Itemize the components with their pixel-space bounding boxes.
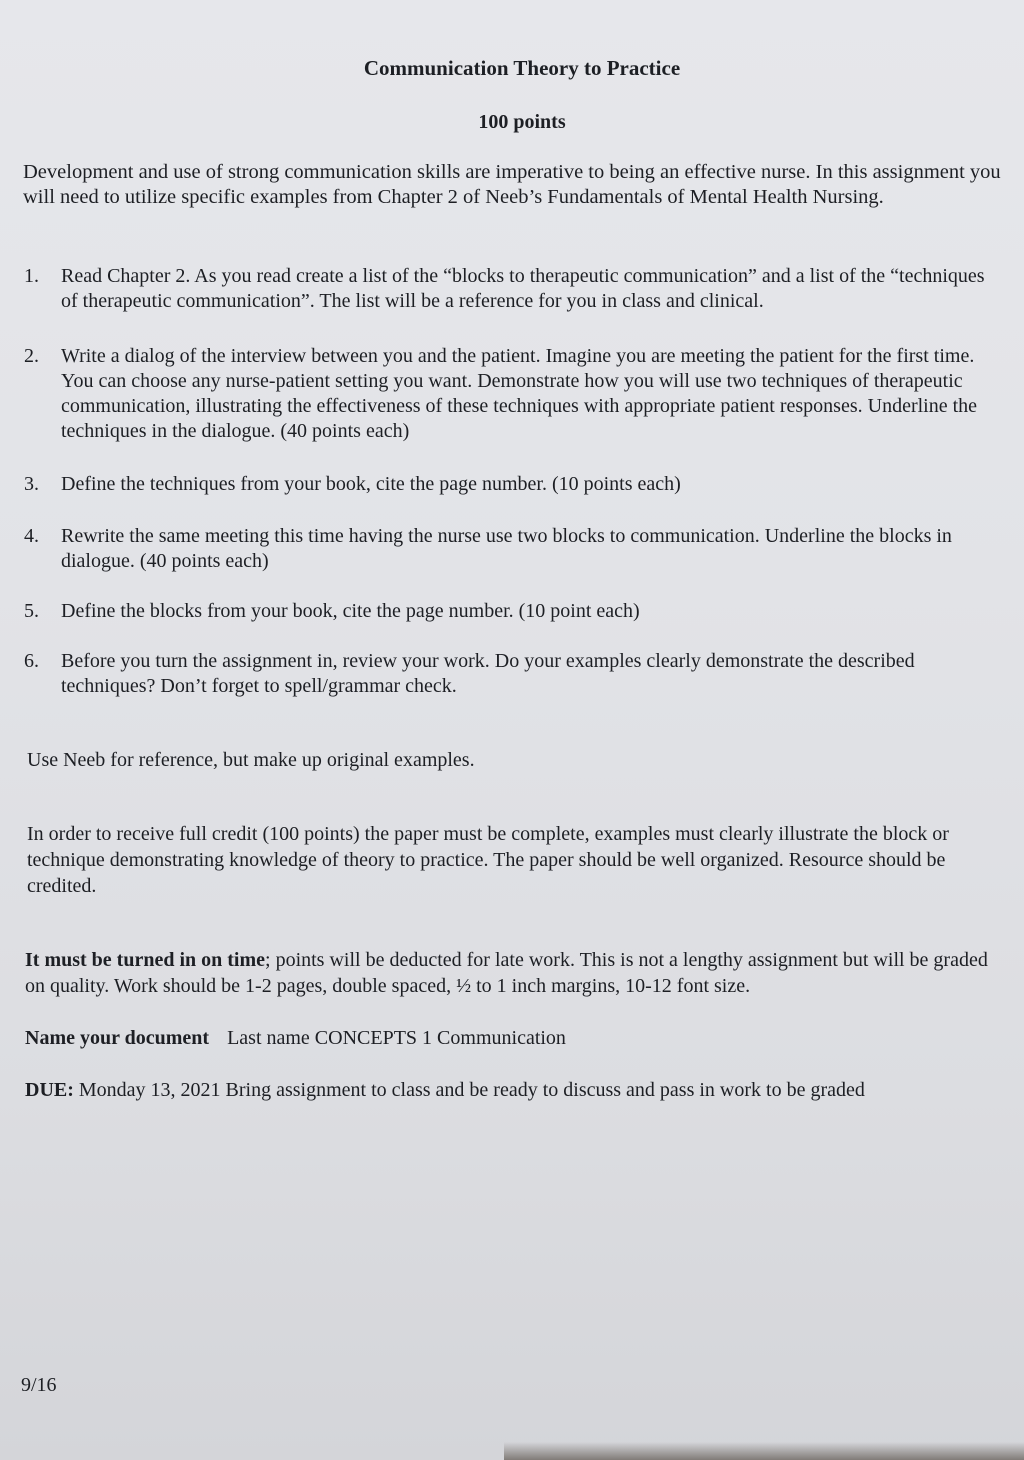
list-item-number: 6. — [24, 650, 39, 672]
list-item-text: Define the techniques from your book, cite the page number. (10 points each) — [61, 473, 681, 495]
page-edge-shadow — [504, 1442, 1024, 1460]
name-value: Last name CONCEPTS 1 Communication — [227, 1027, 566, 1049]
list-item — [24, 472, 1004, 497]
list-item-number: 4. — [24, 525, 39, 547]
list-item-text: Rewrite the same meeting this time having the nurse use two blocks to communication. Underline the blocks in dialogue. (40 points each) — [61, 525, 952, 572]
list-item-number: 5. — [24, 600, 39, 622]
list-item — [24, 599, 1004, 624]
list-item-number: 2. — [24, 345, 39, 367]
name-label: Name your document — [25, 1027, 210, 1049]
reference-note: Use Neeb for reference, but make up original examples. — [27, 749, 475, 771]
list-item — [24, 524, 1004, 574]
on-time-emphasis: It must be turned in on time — [25, 949, 266, 971]
list-item — [24, 264, 1004, 314]
document-name-line — [25, 1025, 995, 1051]
on-time-text: ; points will be deducted for late work. This is not a lengthy assignment but will be graded on quality. Work should be 1-2 pages, double spaced, ½ to 1 inch margins, 10-12 font size. — [25, 949, 988, 997]
list-item-text: Before you turn the assignment in, review your work. Do your examples clearly demonstrate the described techniques? Don’t forget to spell/grammar check. — [61, 650, 915, 697]
list-item — [24, 649, 1004, 699]
list-item-text: Write a dialog of the interview between you and the patient. Imagine you are meeting the patient for the first time. You can choose any nurse-patient setting you want. Demonstrate how you will use two techniques of therapeutic communication, illustrating the effectiveness of these techniques with appropriate patient responses. Underline the techniques in the dialogue. (40 points each) — [61, 345, 978, 442]
on-time-paragraph — [25, 947, 995, 999]
credit-note: In order to receive full credit (100 points) the paper must be complete, examples must clearly illustrate the block or technique demonstrating knowledge of theory to practice. The paper should be well organized. Resource should be credited. — [27, 823, 949, 897]
list-item — [24, 344, 1004, 444]
list-item-text: Read Chapter 2. As you read create a list of the “blocks to therapeutic communication” and a list of the “techniques of therapeutic communication”. The list will be a reference for you in class and clinical. — [61, 265, 985, 312]
list-item-text: Define the blocks from your book, cite the page number. (10 point each) — [61, 600, 640, 622]
due-line — [25, 1077, 995, 1103]
list-item-number: 3. — [24, 473, 39, 495]
page-number: 9/16 — [21, 1374, 57, 1396]
points-heading: 100 points — [478, 111, 566, 133]
document-title: Communication Theory to Practice — [363, 56, 681, 80]
due-value: Monday 13, 2021 Bring assignment to class and be ready to discuss and pass in work to be graded — [78, 1079, 865, 1101]
list-item-number: 1. — [24, 265, 39, 287]
due-label: DUE: — [25, 1079, 74, 1101]
intro-paragraph: Development and use of strong communication skills are imperative to being an effective nurse. In this assignment you will need to utilize specific examples from Chapter 2 of Neeb’s Fundamentals of Mental Health Nursing. — [23, 161, 1001, 208]
